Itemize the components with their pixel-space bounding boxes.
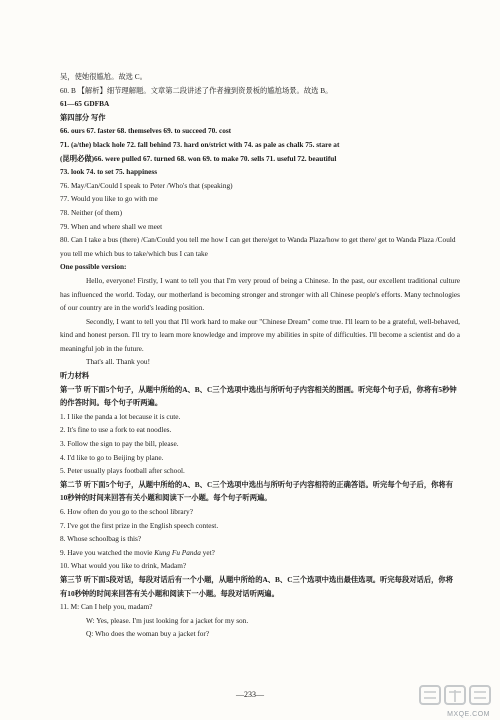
answer-kunming-66-72: (昆明必做)66. were pulled 67. turned 68. won 69. to make 70. sells 71. useful 72. beautiful [60, 153, 337, 163]
listening-q5: 5. Peter usually plays football after school. [60, 466, 185, 476]
essay-paragraph-2: Secondly, I want to tell you that I'll work hard to make our "Chinese Dream" come true. I'll learn to be a grateful, well-behaved, kind and honest person. I'll try to learn more knowledge and improve my abilities in spite of difficulties. I'll become a scientist and do a meaningful job in the future. [60, 316, 460, 353]
page-content [60, 70, 460, 641]
listening-q8: 8. Whose schoolbag is this? [60, 534, 142, 544]
watermark-text: MXQE.COM [447, 711, 490, 718]
listening-q9-end: yet? [200, 547, 215, 557]
listening-q4: 4. I'd like to go to Beijing by plane. [60, 452, 164, 462]
listening-q9 [60, 546, 460, 560]
listening-q9-text: 9. Have you watched the movie [60, 547, 155, 557]
answer-78: 78. Neither (of them) [60, 207, 123, 217]
answer-71-75: 71. (a/the) black hole 72. fall behind 73. hard on/strict with 74. as pale as chalk 75. stare at [60, 139, 340, 149]
listening-section-3-instructions: 第三节 听下面5段对话，每段对话后有一个小题，从题中所给的A、B、C三个选项中选出最佳选项。听完每段对话后，你将有10秒钟的时间来回答有关小题和阅读下一小题。每段对话听两遍。 [60, 574, 454, 598]
listening-q1: 1. I like the panda a lot because it is cute. [60, 411, 181, 421]
answer-66-70: 66. ours 67. faster 68. themselves 69. to succeed 70. cost [60, 126, 232, 136]
answer-61-65: 61—65 GDFBA [60, 99, 110, 109]
section-heading-writing: 第四部分 写作 [60, 112, 106, 122]
watermark-logo-icon [418, 682, 492, 714]
listening-heading: 听力材料 [60, 371, 90, 381]
answer-76: 76. May/Can/Could I speak to Peter /Who's that (speaking) [60, 180, 233, 190]
listening-q11-question: Q: Who does the woman buy a jacket for? [86, 629, 210, 639]
listening-section-1-instructions: 第一节 听下面5个句子，从题中所给的A、B、C三个选项中选出与所听句子内容相关的图画。听完每个句子后，你将有5秒钟的作答时间。每个句子听两遍。 [60, 384, 457, 408]
answer-60: 60. B 【解析】细节理解题。文章第二段讲述了作者撞到资景板的尴尬场景。故选 B。 [60, 85, 333, 95]
answer-79: 79. When and where shall we meet [60, 221, 163, 231]
essay-paragraph-3: That's all. Thank you! [86, 357, 151, 367]
page-number: —233— [236, 690, 264, 699]
essay-heading: One possible version: [60, 262, 127, 272]
listening-q6: 6. How often do you go to the school library? [60, 507, 193, 516]
answer-80: 80. Can I take a bus (there) /Can/Could you tell me how I can get there/get to Wanda Plaza/how to get there/ get to Wanda Plaza /Could you tell me which bus to take/which bus I can take [60, 235, 456, 258]
answer-kunming-73-75: 73. look 74. to set 75. happiness [60, 167, 158, 177]
answer-77: 77. Would you like to go with me [60, 194, 158, 204]
listening-q11: 11. M: Can I help you, madam? [60, 602, 153, 612]
answer-line-prev: 吴，使她很尴尬。故选 C。 [60, 72, 147, 81]
essay-paragraph-1: Hello, everyone! Firstly, I want to tell you that I'm very proud of being a Chinese. In the past, our excellent traditional culture has influenced the world. Today, our motherland is becoming stronger and stronger with all Chinese people's efforts. Many technologies of our country are in the world's leading position. [60, 275, 460, 313]
listening-q3: 3. Follow the sign to pay the bill, please. [60, 439, 179, 449]
listening-q10: 10. What would you like to drink, Madam? [60, 561, 187, 571]
listening-q7: 7. I've got the first prize in the English speech contest. [60, 520, 219, 530]
listening-q2: 2. It's fine to use a fork to eat noodles. [60, 425, 172, 435]
listening-section-2-instructions: 第二节 听下面5个句子，从题中所给的A、B、C三个选项中选出与所听句子内容相符的正确答语。听完每个句子后，你将有10秒钟的时间来回答有关小题和阅读下一小题。每个句子听两遍。 [60, 479, 454, 503]
movie-title: Kung Fu Panda [154, 547, 201, 557]
listening-q11-woman: W: Yes, please. I'm just looking for a jacket for my son. [86, 615, 249, 625]
